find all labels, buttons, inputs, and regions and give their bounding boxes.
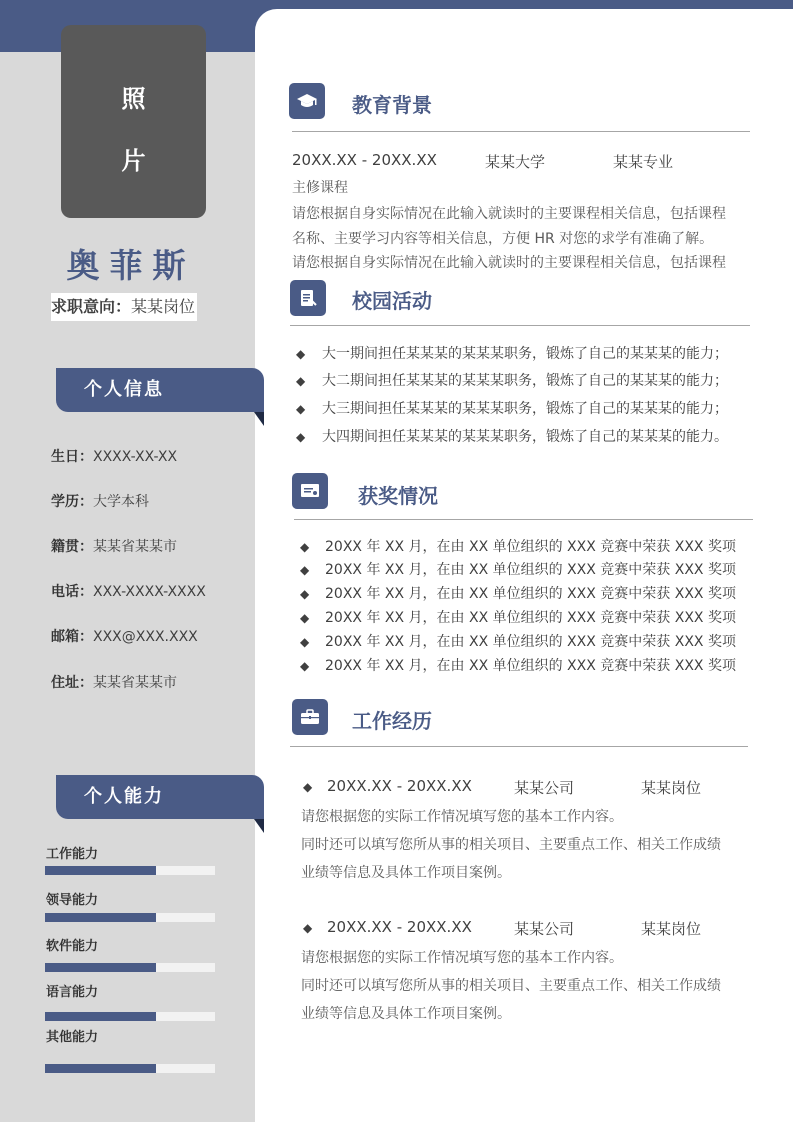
section-divider <box>292 131 750 132</box>
campus-item <box>296 343 728 363</box>
personal-info-header <box>56 368 264 412</box>
certificate-icon <box>292 473 328 509</box>
skill-bar <box>45 1064 215 1073</box>
skill-bar-fill <box>45 913 156 922</box>
work-entry-header <box>303 777 472 795</box>
info-value: 某某省某某市 <box>93 539 177 555</box>
photo-placeholder[interactable] <box>61 25 206 218</box>
skills-header <box>56 775 264 819</box>
info-label: 电话： <box>51 584 93 600</box>
info-value: XXX-XXXX-XXXX <box>93 584 206 600</box>
education-line: 请您根据自身实际情况在此输入就读时的主要课程相关信息，包括课程 <box>292 255 726 271</box>
skill-label: 工作能力 <box>46 847 99 862</box>
diamond-bullet-icon: ◆ <box>296 430 306 444</box>
diamond-bullet-icon: ◆ <box>300 563 310 577</box>
award-item <box>300 631 736 651</box>
diamond-bullet-icon: ◆ <box>296 374 306 388</box>
work-line: 同时还可以填写您所从事的相关项目、主要重点工作、相关工作成绩 <box>301 978 721 994</box>
clipboard-icon <box>290 280 326 316</box>
education-major: 某某专业 <box>613 153 674 171</box>
education-line: 名称、主要学习内容等相关信息，方便 HR 对您的求学有准确了解。 <box>292 231 714 247</box>
award-item-text: 20XX 年 XX 月，在由 XX 单位组织的 XXX 竞赛中荣获 XXX 奖项 <box>325 634 736 650</box>
diamond-bullet-icon: ◆ <box>303 780 313 794</box>
info-row-hometown <box>51 536 177 556</box>
courses-label: 主修课程 <box>292 180 348 196</box>
education-description <box>292 200 752 271</box>
skill-label: 软件能力 <box>46 939 99 954</box>
ribbon-fold <box>254 819 264 833</box>
info-label: 邮箱： <box>51 629 93 645</box>
award-item <box>300 607 736 627</box>
skill-label: 语言能力 <box>46 985 99 1000</box>
work-period: 20XX.XX - 20XX.XX <box>327 777 472 795</box>
work-position: 某某岗位 <box>641 779 702 797</box>
info-row-education <box>51 491 149 511</box>
info-row-phone <box>51 581 206 601</box>
award-item-text: 20XX 年 XX 月，在由 XX 单位组织的 XXX 竞赛中荣获 XXX 奖项 <box>325 586 736 602</box>
skill-bar-fill <box>45 1064 156 1073</box>
award-item <box>300 536 736 556</box>
info-label: 学历： <box>51 494 93 510</box>
photo-label-1: 照 <box>121 85 146 113</box>
award-item-text: 20XX 年 XX 月，在由 XX 单位组织的 XXX 竞赛中荣获 XXX 奖项 <box>325 562 736 578</box>
campus-item <box>296 426 728 446</box>
diamond-bullet-icon: ◆ <box>296 347 306 361</box>
work-entry-header <box>303 918 472 936</box>
job-intent-value: 某某岗位 <box>131 297 196 316</box>
campus-title: 校园活动 <box>352 289 432 313</box>
skill-bar <box>45 963 215 972</box>
skills-title: 个人能力 <box>84 786 164 807</box>
info-label: 住址： <box>51 675 93 691</box>
award-item-text: 20XX 年 XX 月，在由 XX 单位组织的 XXX 竞赛中荣获 XXX 奖项 <box>325 539 736 555</box>
work-period: 20XX.XX - 20XX.XX <box>327 918 472 936</box>
skill-bar <box>45 913 215 922</box>
skill-bar <box>45 866 215 875</box>
awards-title: 获奖情况 <box>358 484 438 508</box>
diamond-bullet-icon: ◆ <box>296 402 306 416</box>
campus-item-text: 大二期间担任某某某的某某某职务，锻炼了自己的某某某的能力； <box>322 373 728 389</box>
graduation-cap-icon <box>289 83 325 119</box>
info-value: 某某省某某市 <box>93 675 177 691</box>
personal-info-title: 个人信息 <box>84 379 164 400</box>
diamond-bullet-icon: ◆ <box>300 540 310 554</box>
diamond-bullet-icon: ◆ <box>300 635 310 649</box>
award-item <box>300 655 736 675</box>
award-item-text: 20XX 年 XX 月，在由 XX 单位组织的 XXX 竞赛中荣获 XXX 奖项 <box>325 610 736 626</box>
campus-item-text: 大一期间担任某某某的某某某职务，锻炼了自己的某某某的能力； <box>322 346 728 362</box>
work-line: 请您根据您的实际工作情况填写您的基本工作内容。 <box>301 950 623 966</box>
info-label: 生日： <box>51 449 93 465</box>
info-label: 籍贯： <box>51 539 93 555</box>
diamond-bullet-icon: ◆ <box>303 921 313 935</box>
photo-label-2: 片 <box>121 147 146 175</box>
work-company: 某某公司 <box>514 779 575 797</box>
work-title: 工作经历 <box>352 709 432 733</box>
work-position: 某某岗位 <box>641 920 702 938</box>
section-divider <box>290 325 750 326</box>
skill-bar-fill <box>45 1012 156 1021</box>
diamond-bullet-icon: ◆ <box>300 611 310 625</box>
info-value: XXXX-XX-XX <box>93 449 178 465</box>
diamond-bullet-icon: ◆ <box>300 659 310 673</box>
work-company: 某某公司 <box>514 920 575 938</box>
work-line: 业绩等信息及具体工作项目案例。 <box>301 865 511 881</box>
info-value: XXX@XXX.XXX <box>93 629 198 645</box>
skill-label: 领导能力 <box>46 893 99 908</box>
work-line: 同时还可以填写您所从事的相关项目、主要重点工作、相关工作成绩 <box>301 837 721 853</box>
award-item <box>300 583 736 603</box>
diamond-bullet-icon: ◆ <box>300 587 310 601</box>
award-item-text: 20XX 年 XX 月，在由 XX 单位组织的 XXX 竞赛中荣获 XXX 奖项 <box>325 658 736 674</box>
work-line: 请您根据您的实际工作情况填写您的基本工作内容。 <box>301 809 623 825</box>
ribbon-fold <box>254 412 264 426</box>
info-row-address <box>51 672 177 692</box>
briefcase-icon <box>292 699 328 735</box>
education-title: 教育背景 <box>352 93 432 117</box>
education-period: 20XX.XX - 20XX.XX <box>292 151 437 169</box>
skill-label: 其他能力 <box>46 1030 99 1045</box>
skill-bar-fill <box>45 963 156 972</box>
candidate-name: 奥菲斯 <box>66 246 196 285</box>
info-row-email <box>51 626 198 646</box>
campus-item-text: 大四期间担任某某某的某某某职务，锻炼了自己的某某某的能力。 <box>322 429 728 445</box>
campus-item-text: 大三期间担任某某某的某某某职务，锻炼了自己的某某某的能力； <box>322 401 728 417</box>
skill-bar <box>45 1012 215 1021</box>
job-intent-label: 求职意向： <box>51 297 132 316</box>
campus-item <box>296 370 728 390</box>
work-line: 业绩等信息及具体工作项目案例。 <box>301 1006 511 1022</box>
job-intent <box>51 293 197 321</box>
award-item <box>300 559 736 579</box>
campus-item <box>296 398 728 418</box>
skill-bar-fill <box>45 866 156 875</box>
info-value: 大学本科 <box>93 494 149 510</box>
info-row-birthday <box>51 446 177 466</box>
section-divider <box>290 746 748 747</box>
section-divider <box>294 519 753 520</box>
education-line: 请您根据自身实际情况在此输入就读时的主要课程相关信息，包括课程 <box>292 206 726 222</box>
education-school: 某某大学 <box>485 153 546 171</box>
